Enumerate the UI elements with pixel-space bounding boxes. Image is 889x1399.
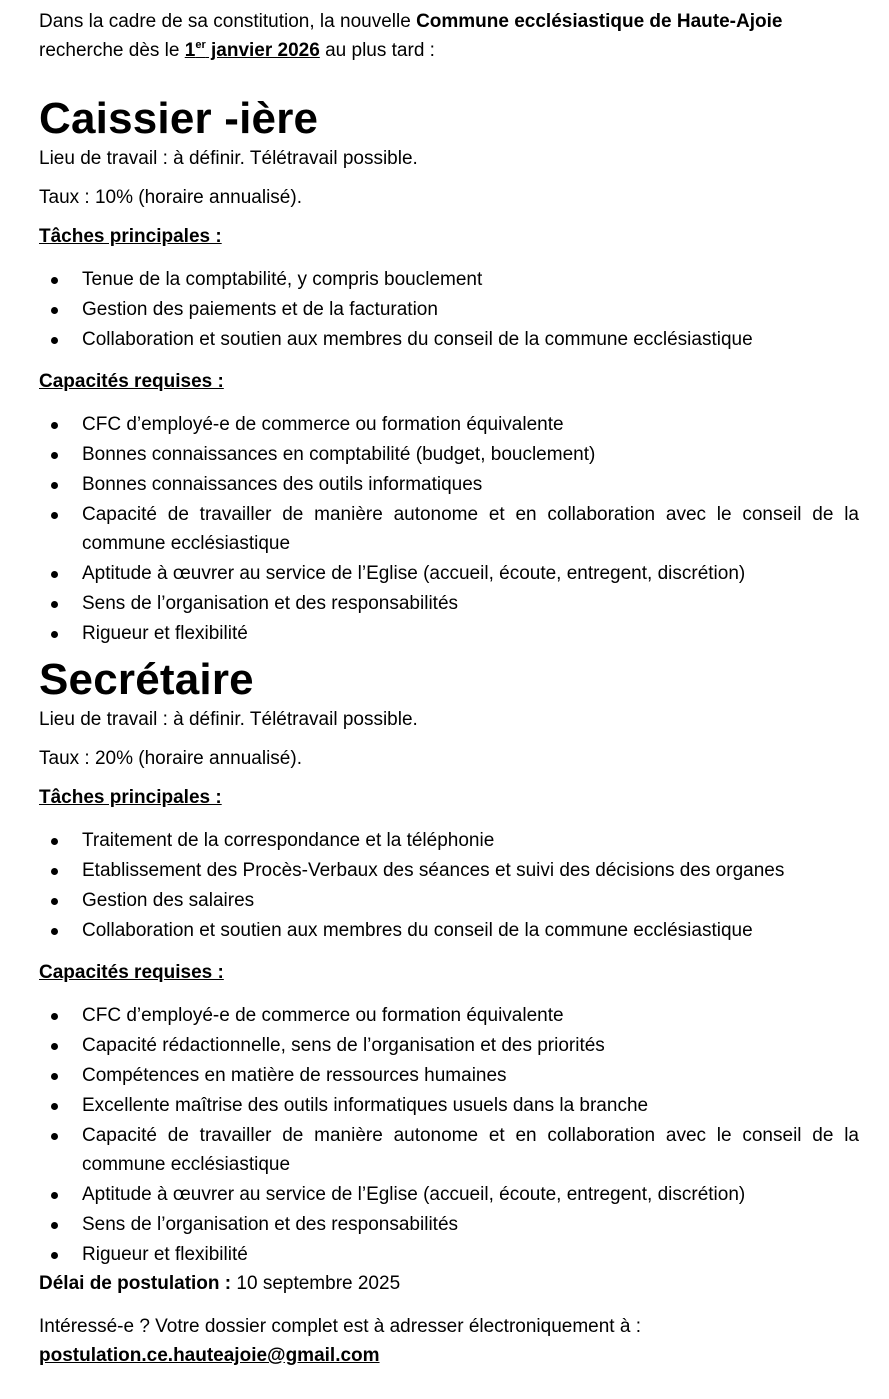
- intro-paragraph: [39, 7, 859, 65]
- job-location: Lieu de travail : à définir. Télétravail possible.: [39, 709, 418, 730]
- list-item: Compétences en matière de ressources humaines: [39, 1061, 859, 1090]
- start-date-month-year: janvier 2026: [205, 40, 320, 61]
- list-item: Collaboration et soutien aux membres du conseil de la commune ecclésiastique: [39, 325, 859, 354]
- list-item: Bonnes connaissances en comptabilité (budget, bouclement): [39, 440, 859, 469]
- list-item: Sens de l’organisation et des responsabilités: [39, 589, 859, 618]
- deadline-value: 10 septembre 2025: [231, 1273, 401, 1294]
- skills-heading: Capacités requises :: [39, 371, 224, 392]
- list-item: Capacité de travailler de manière autonome et en collaboration avec le conseil de la commune ecclésiastique: [39, 500, 859, 558]
- contact-paragraph: [39, 1312, 859, 1370]
- list-item: Gestion des salaires: [39, 886, 859, 915]
- intro-text: au plus tard :: [319, 40, 435, 61]
- start-date: [185, 40, 320, 61]
- list-item: Traitement de la correspondance et la téléphonie: [39, 826, 859, 855]
- skills-list: [39, 1001, 859, 1269]
- contact-text: Intéressé-e ? Votre dossier complet est à adresser électroniquement à :: [39, 1316, 641, 1337]
- list-item: Bonnes connaissances des outils informatiques: [39, 470, 859, 499]
- skills-heading: Capacités requises :: [39, 962, 224, 983]
- list-item: Capacité de travailler de manière autonome et en collaboration avec le conseil de la commune ecclésiastique: [39, 1121, 859, 1179]
- tasks-heading: Tâches principales :: [39, 226, 222, 247]
- tasks-heading: Tâches principales :: [39, 787, 222, 808]
- job-location: Lieu de travail : à définir. Télétravail possible.: [39, 148, 418, 169]
- job-title: Caissier -ière: [39, 94, 319, 143]
- list-item: Tenue de la comptabilité, y compris bouclement: [39, 265, 859, 294]
- list-item: Rigueur et flexibilité: [39, 619, 859, 648]
- list-item: Sens de l’organisation et des responsabilités: [39, 1210, 859, 1239]
- list-item: CFC d’employé-e de commerce ou formation équivalente: [39, 410, 859, 439]
- list-item: Aptitude à œuvrer au service de l’Eglise (accueil, écoute, entregent, discrétion): [39, 1180, 859, 1209]
- contact-email-link[interactable]: postulation.ce.hauteajoie@gmail.com: [39, 1345, 380, 1366]
- list-item: Aptitude à œuvrer au service de l’Eglise (accueil, écoute, entregent, discrétion): [39, 559, 859, 588]
- list-item: Rigueur et flexibilité: [39, 1240, 859, 1269]
- list-item: Etablissement des Procès-Verbaux des séances et suivi des décisions des organes: [39, 856, 859, 885]
- start-date-day: 1: [184, 40, 196, 61]
- job-rate: Taux : 10% (horaire annualisé).: [39, 187, 302, 208]
- deadline-label: Délai de postulation :: [39, 1273, 232, 1294]
- tasks-list: [39, 826, 859, 945]
- application-deadline: [39, 1270, 859, 1298]
- skills-list: [39, 410, 859, 648]
- intro-text: Dans la cadre de sa constitution, la nouvelle: [39, 11, 417, 32]
- list-item: Capacité rédactionnelle, sens de l’organisation et des priorités: [39, 1031, 859, 1060]
- job-title: Secrétaire: [39, 655, 254, 704]
- job-section-caissier: [39, 93, 859, 648]
- job-section-secretaire: [39, 654, 859, 1269]
- list-item: Collaboration et soutien aux membres du conseil de la commune ecclésiastique: [39, 916, 859, 945]
- list-item: Gestion des paiements et de la facturation: [39, 295, 859, 324]
- intro-text: recherche dès le: [39, 40, 185, 61]
- job-rate: Taux : 20% (horaire annualisé).: [39, 748, 302, 769]
- organization-name: Commune ecclésiastique de Haute-Ajoie: [416, 11, 783, 32]
- start-date-ordinal: er: [195, 38, 206, 51]
- tasks-list: [39, 265, 859, 354]
- list-item: Excellente maîtrise des outils informatiques usuels dans la branche: [39, 1091, 859, 1120]
- list-item: CFC d’employé-e de commerce ou formation équivalente: [39, 1001, 859, 1030]
